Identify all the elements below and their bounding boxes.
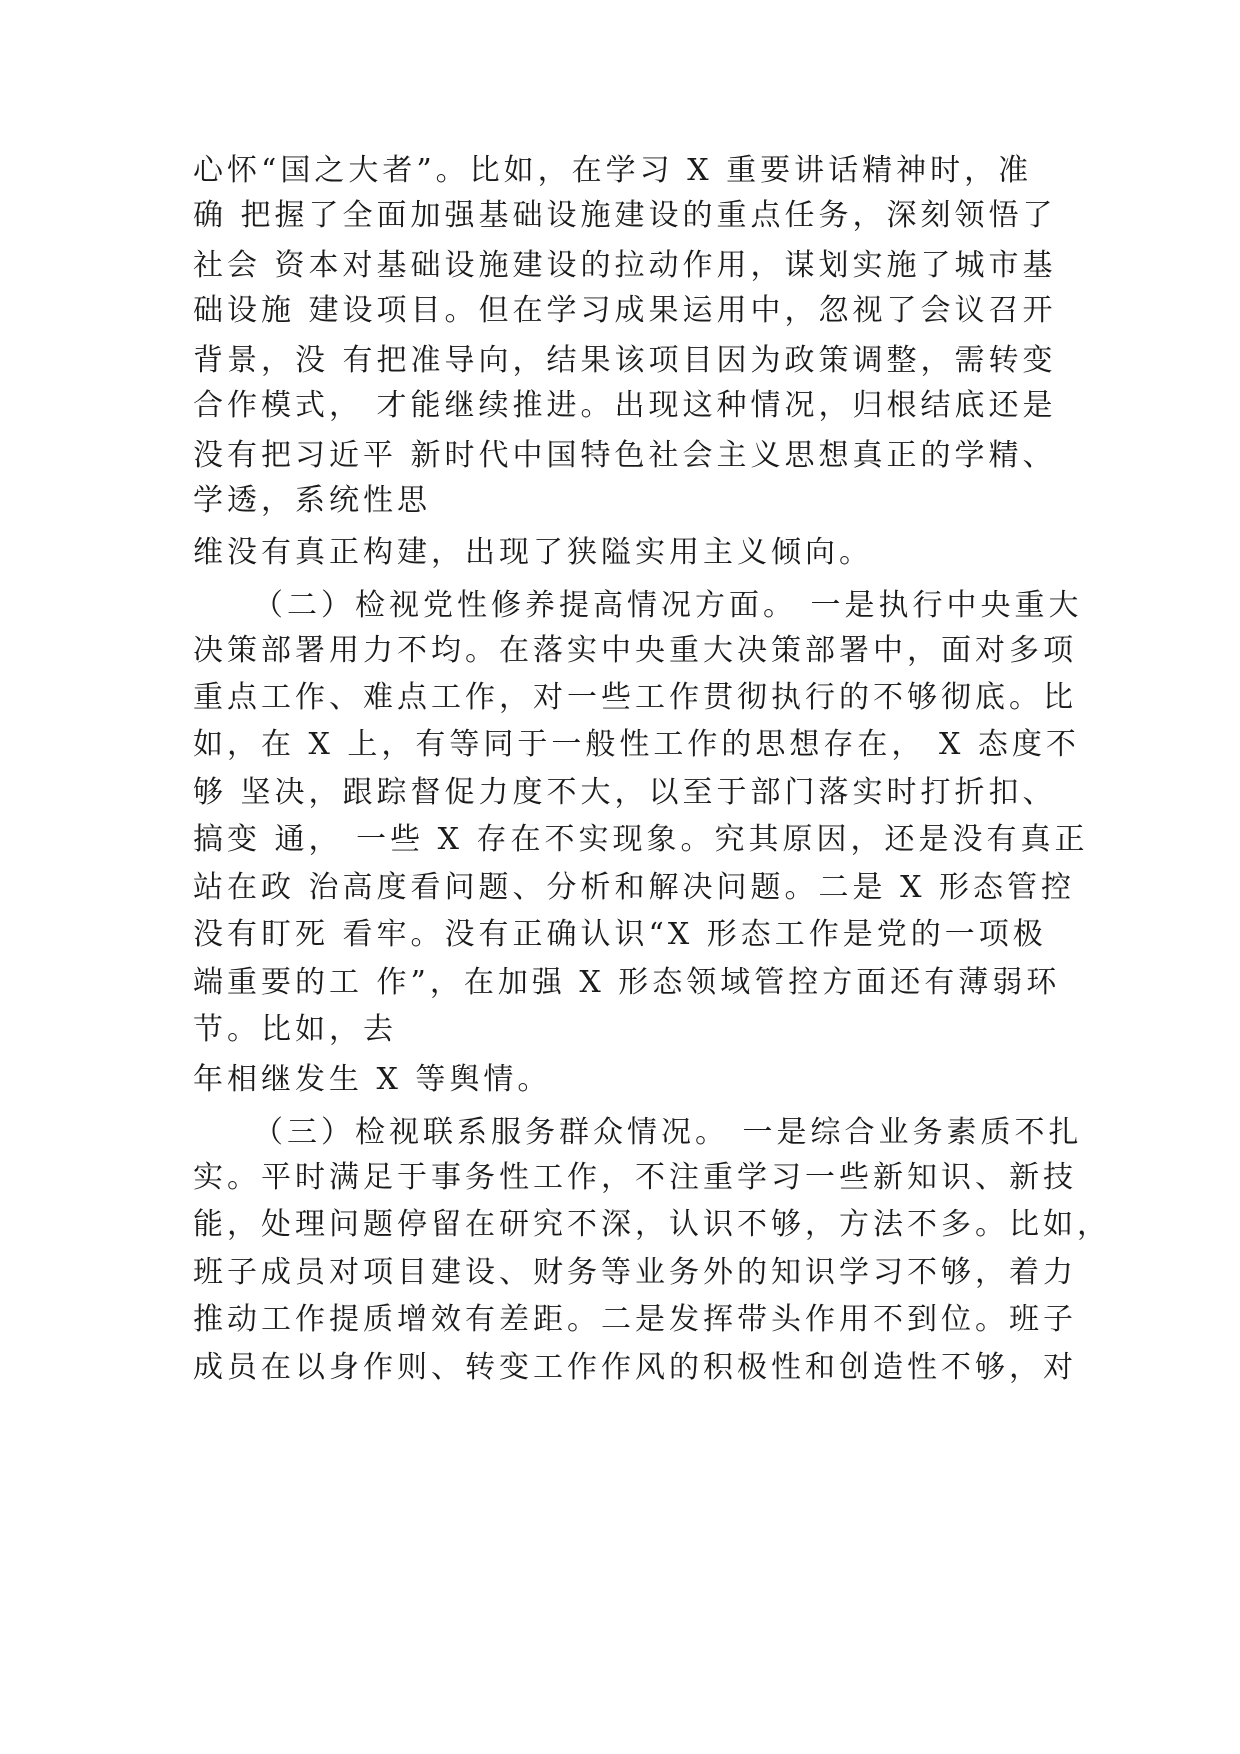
text-line: 节。比如，去 bbox=[193, 1012, 397, 1047]
text-line: 够 坚决，跟踪督促力度不大，以至于部门落实时打折扣、 bbox=[193, 775, 1057, 810]
section-heading-line: （二）检视党性修养提高情况方面。 一是执行中央重大 bbox=[253, 588, 1083, 623]
text-line: 实。平时满足于事务性工作，不注重学习一些新知识、新技 bbox=[193, 1160, 1077, 1195]
text-line: 重点工作、难点工作，对一些工作贯彻执行的不够彻底。比 bbox=[193, 680, 1077, 715]
text-line: 背景，没 有把准导向，结果该项目因为政策调整，需转变 bbox=[193, 343, 1057, 378]
text-line: 如，在 X 上，有等同于一般性工作的思想存在， X 态度不 bbox=[193, 727, 1080, 762]
text-line: 端重要的工 作”，在加强 X 形态领域管控方面还有薄弱环 bbox=[193, 965, 1061, 1000]
text-line: 没有盯死 看牢。没有正确认识“X 形态工作是党的一项极 bbox=[193, 917, 1047, 952]
text-line: 社会 资本对基础设施建设的拉动作用，谋划实施了城市基 bbox=[193, 248, 1057, 283]
text-line: 学透，系统性思 bbox=[193, 483, 431, 518]
text-line: 确 把握了全面加强基础设施建设的重点任务，深刻领悟了 bbox=[193, 198, 1057, 233]
text-line: 决策部署用力不均。在落实中央重大决策部署中，面对多项 bbox=[193, 633, 1077, 668]
text-line: 合作模式， 才能继续推进。出现这种情况，归根结底还是 bbox=[193, 388, 1057, 423]
text-line: 础设施 建设项目。但在学习成果运用中，忽视了会议召开 bbox=[193, 293, 1057, 328]
text-line: 站在政 治高度看问题、分析和解决问题。二是 X 形态管控 bbox=[193, 870, 1075, 905]
text-line: 年相继发生 X 等舆情。 bbox=[193, 1062, 552, 1097]
text-line: 没有把习近平 新时代中国特色社会主义思想真正的学精、 bbox=[193, 438, 1057, 473]
text-line: 推动工作提质增效有差距。二是发挥带头作用不到位。班子 bbox=[193, 1302, 1077, 1337]
text-line: 成员在以身作则、转变工作作风的积极性和创造性不够，对 bbox=[193, 1350, 1077, 1385]
section-heading-line: （三）检视联系服务群众情况。 一是综合业务素质不扎 bbox=[253, 1115, 1083, 1150]
text-line: 班子成员对项目建设、财务等业务外的知识学习不够，着力 bbox=[193, 1255, 1077, 1290]
text-line: 心怀“国之大者”。比如，在学习 X 重要讲话精神时，准 bbox=[193, 153, 1033, 188]
text-line: 能，处理问题停留在研究不深，认识不够，方法不多。比如， bbox=[193, 1207, 1111, 1242]
text-line: 维没有真正构建，出现了狭隘实用主义倾向。 bbox=[193, 535, 873, 570]
text-line: 搞变 通， 一些 X 存在不实现象。究其原因，还是没有真正 bbox=[193, 822, 1089, 857]
